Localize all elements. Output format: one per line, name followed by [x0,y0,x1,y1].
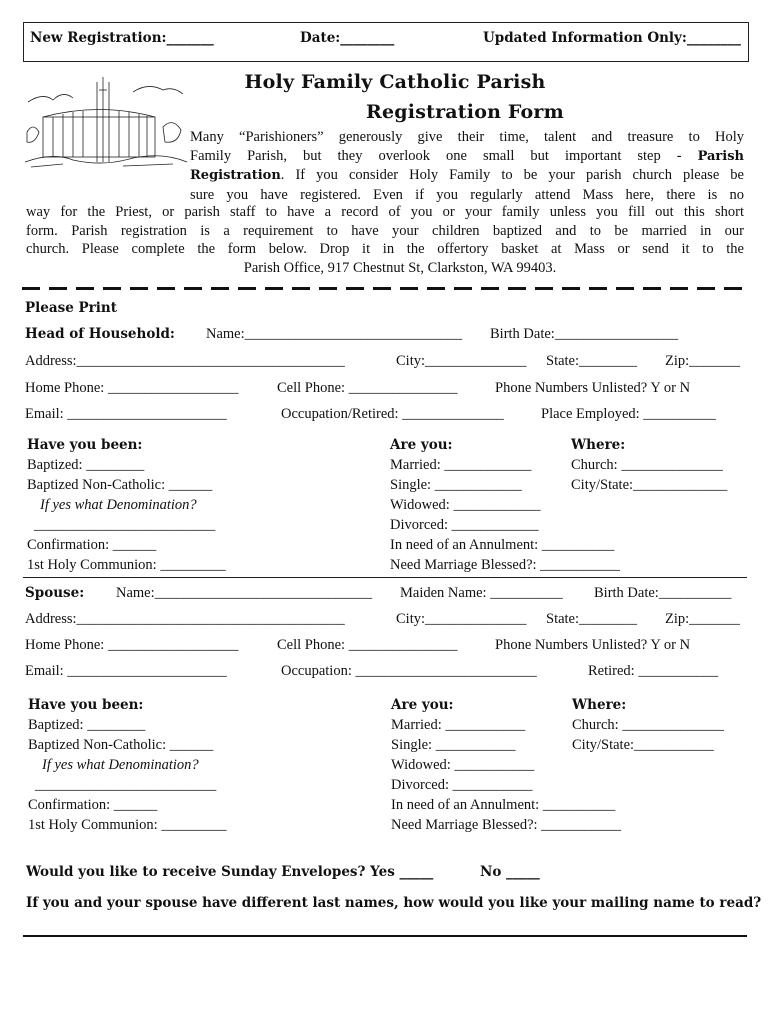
head-have-you-been: Have you been: [27,437,143,453]
head-communion-field[interactable]: 1st Holy Communion: _________ [27,557,226,573]
head-home-phone-field[interactable]: Home Phone: __________________ [25,380,239,396]
spouse-city-state-field[interactable]: City/State:___________ [572,737,714,753]
intro-line: way for the Priest, or parish staff to have a record of you or your family unless you fill out this short [26,204,744,220]
spouse-church-field[interactable]: Church: ______________ [572,717,724,733]
head-where: Where: [571,437,626,453]
form-subtitle: Registration Form [366,101,564,123]
head-confirmation-field[interactable]: Confirmation: ______ [27,537,157,553]
spouse-communion-field[interactable]: 1st Holy Communion: _________ [28,817,227,833]
spouse-label: Spouse: [25,585,85,601]
spouse-non-catholic-field[interactable]: Baptized Non-Catholic: ______ [28,737,214,753]
head-non-catholic-field[interactable]: Baptized Non-Catholic: ______ [27,477,213,493]
head-city-field[interactable]: City:______________ [396,353,527,369]
spouse-confirmation-field[interactable]: Confirmation: ______ [28,797,158,813]
head-single-field[interactable]: Single: ____________ [390,477,522,493]
mailing-name-question: If you and your spouse have different last names, how would you like your mailing name to read? [26,895,762,911]
envelopes-question[interactable]: Would you like to receive Sunday Envelopes? Yes _____ [26,864,434,880]
intro-line: church. Please complete the form below. Drop it in the offertory basket at Mass or send it to the [26,241,744,258]
spouse-are-you: Are you: [391,697,454,713]
head-birth-date-field[interactable]: Birth Date:_________________ [490,326,679,342]
please-print: Please Print [25,300,117,316]
head-employed-field[interactable]: Place Employed: __________ [541,406,716,422]
spouse-blessed-field[interactable]: Need Marriage Blessed?: ___________ [391,817,621,833]
dashed-divider [22,287,748,290]
spouse-cell-phone-field[interactable]: Cell Phone: _______________ [277,637,458,653]
envelopes-no-field[interactable]: No _____ [480,864,540,880]
spouse-home-phone-field[interactable]: Home Phone: __________________ [25,637,239,653]
spouse-retired-field[interactable]: Retired: ___________ [588,663,719,679]
head-address-field[interactable]: Address:_____________________________________ [25,353,345,369]
date-field[interactable]: Date:________ [300,30,395,46]
head-zip-field[interactable]: Zip:_______ [665,353,740,369]
spouse-where: Where: [572,697,627,713]
head-state-field[interactable]: State:________ [546,353,638,369]
spouse-name-field[interactable]: Name:______________________________ [116,585,373,601]
spouse-annulment-field[interactable]: In need of an Annulment: __________ [391,797,616,813]
spouse-maiden-field[interactable]: Maiden Name: __________ [400,585,563,601]
spouse-denomination-field[interactable]: _________________________ [35,777,217,793]
spouse-occupation-field[interactable]: Occupation: _________________________ [281,663,537,679]
spouse-denomination-label: If yes what Denomination? [42,757,199,773]
head-widowed-field[interactable]: Widowed: ____________ [390,497,541,513]
head-city-state-field[interactable]: City/State:_____________ [571,477,728,493]
spouse-address-field[interactable]: Address:_____________________________________ [25,611,345,627]
intro-line: Parish Office, 917 Chestnut St, Clarkston, WA 99403. [243,260,557,277]
head-denomination-field[interactable]: _________________________ [34,517,216,533]
spouse-widowed-field[interactable]: Widowed: ___________ [391,757,535,773]
spouse-birth-date-field[interactable]: Birth Date:__________ [594,585,732,601]
intro-bold: Registration [190,168,281,184]
head-annulment-field[interactable]: In need of an Annulment: __________ [390,537,615,553]
spouse-state-field[interactable]: State:________ [546,611,638,627]
intro-line: sure you have registered. Even if you regularly attend Mass here, there is no [190,187,744,204]
head-are-you: Are you: [390,437,453,453]
head-of-household-label: Head of Household: [25,326,175,342]
spouse-email-field[interactable]: Email: ______________________ [25,663,227,679]
intro-text: Family Parish, but they overlook one small but important step - [190,147,698,164]
spouse-single-field[interactable]: Single: ___________ [391,737,516,753]
head-baptized-field[interactable]: Baptized: ________ [27,457,145,473]
spouse-zip-field[interactable]: Zip:_______ [665,611,740,627]
spouse-divorced-field[interactable]: Divorced: ___________ [391,777,533,793]
intro-line: form. Parish registration is a requirement to have your children baptized and to be married in our [26,222,744,239]
intro-text: . If you consider Holy Family to be your parish church please be [280,167,744,184]
section-divider [23,577,747,578]
head-cell-phone-field[interactable]: Cell Phone: _______________ [277,380,458,396]
mailing-name-line[interactable] [23,935,747,937]
form-title: Holy Family Catholic Parish [244,71,546,93]
head-occupation-field[interactable]: Occupation/Retired: ______________ [281,406,504,422]
intro-line [190,147,744,167]
new-registration-field[interactable]: New Registration:_______ [30,30,214,46]
head-name-field[interactable]: Name:______________________________ [206,326,463,342]
updated-info-field[interactable]: Updated Information Only:________ [483,30,741,46]
intro-line [190,166,744,186]
head-blessed-field[interactable]: Need Marriage Blessed?: ___________ [390,557,620,573]
head-divorced-field[interactable]: Divorced: ____________ [390,517,539,533]
spouse-married-field[interactable]: Married: ___________ [391,717,526,733]
spouse-have-you-been: Have you been: [28,697,144,713]
spouse-baptized-field[interactable]: Baptized: ________ [28,717,146,733]
intro-paragraph-cont [26,203,744,278]
head-married-field[interactable]: Married: ____________ [390,457,532,473]
head-church-field[interactable]: Church: ______________ [571,457,723,473]
head-denomination-label: If yes what Denomination? [40,497,197,513]
intro-line: Many “Parishioners” generously give their time, talent and treasure to Holy [190,129,744,145]
intro-paragraph [190,128,744,205]
spouse-city-field[interactable]: City:______________ [396,611,527,627]
head-unlisted-field[interactable]: Phone Numbers Unlisted? Y or N [495,380,691,396]
intro-bold: Parish [697,148,744,164]
head-email-field[interactable]: Email: ______________________ [25,406,227,422]
spouse-unlisted-field[interactable]: Phone Numbers Unlisted? Y or N [495,637,691,653]
